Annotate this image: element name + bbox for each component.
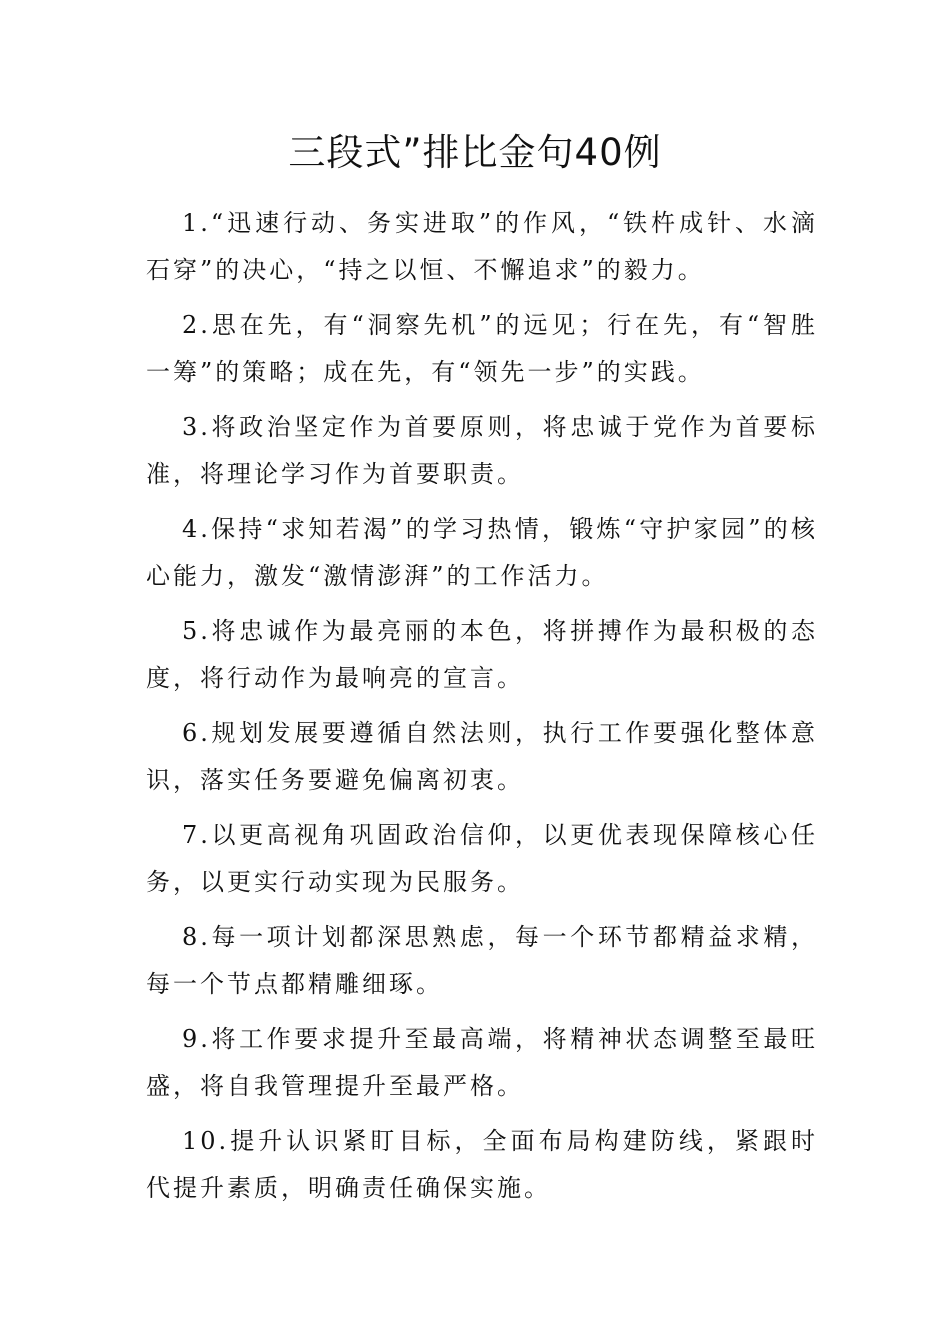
list-item: 10.提升认识紧盯目标，全面布局构建防线，紧跟时代提升素质，明确责任确保实施。 xyxy=(146,1127,818,1202)
list-item: 9.将工作要求提升至最高端，将精神状态调整至最旺盛，将自我管理提升至最严格。 xyxy=(146,1025,818,1100)
phrase-list xyxy=(146,200,818,1220)
list-item: 6.规划发展要遵循自然法则，执行工作要强化整体意识，落实任务要避免偏离初衷。 xyxy=(146,719,818,794)
list-item: 5.将忠诚作为最亮丽的本色，将拼搏作为最积极的态度，将行动作为最响亮的宣言。 xyxy=(146,617,818,692)
list-item: 4.保持“求知若渴”的学习热情，锻炼“守护家园”的核心能力，激发“激情澎湃”的工作活力。 xyxy=(146,515,818,590)
list-item: 3.将政治坚定作为首要原则，将忠诚于党作为首要标准，将理论学习作为首要职责。 xyxy=(146,413,818,488)
document-title: 三段式”排比金句40例 xyxy=(288,131,662,174)
list-item: 8.每一项计划都深思熟虑，每一个环节都精益求精，每一个节点都精雕细琢。 xyxy=(146,923,818,998)
list-item: 1.“迅速行动、务实进取”的作风，“铁杵成针、水滴石穿”的决心，“持之以恒、不懈追求”的毅力。 xyxy=(146,209,818,284)
list-item: 7.以更高视角巩固政治信仰，以更优表现保障核心任务，以更实行动实现为民服务。 xyxy=(146,821,818,896)
list-item: 2.思在先，有“洞察先机”的远见；行在先，有“智胜一筹”的策略；成在先，有“领先一步”的实践。 xyxy=(146,311,818,386)
